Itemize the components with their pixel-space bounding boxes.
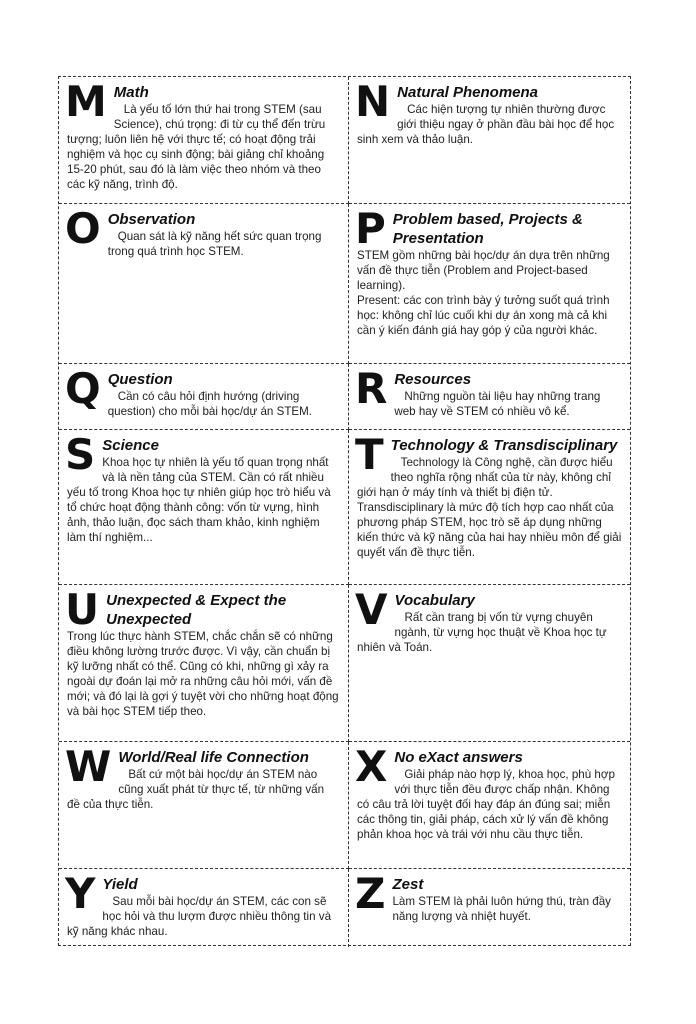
card-title: Technology & Transdisciplinary — [390, 437, 618, 454]
card-letter: S — [65, 430, 95, 479]
card-title: Question — [107, 371, 173, 388]
card-title: Unexpected & Expect the Unexpected — [106, 592, 287, 628]
stem-glossary-grid — [58, 76, 631, 946]
card-text: Bất cứ một bài học/dự án STEM nào cũng xuất phát từ thực tế, từ những vấn đề của thực tiễn. — [67, 768, 325, 811]
card-n — [349, 77, 630, 204]
card-text: Cần có câu hỏi định hướng (driving question) cho mỗi bài học/dự án STEM. — [107, 390, 313, 418]
card-letter: P — [355, 204, 385, 253]
card-title: Science — [102, 437, 159, 454]
card-text: STEM gồm những bài học/dự án dựa trên những vấn đề thực tiễn (Problem and Project-based learning). — [357, 249, 610, 292]
card-title: Zest — [392, 876, 424, 893]
card-title: Resources — [394, 371, 472, 388]
card-text: Các hiện tượng tự nhiên thường được giới thiệu ngay ở phần đầu bài học để học sinh xem và thảo luận. — [357, 103, 615, 146]
card-text: Present: các con trình bày ý tưởng suốt quá trình học: không chỉ lúc cuối khi dự án xong mà cả khi cần ý kiến đánh giá hay góp ý của người khác. — [357, 294, 610, 337]
card-text: Làm STEM là phải luôn hứng thú, tràn đầy năng lượng và nhiệt huyết. — [392, 895, 611, 923]
card-r — [349, 364, 630, 430]
card-letter: X — [355, 742, 387, 791]
card-text: Rất cần trang bị vốn từ vựng chuyên ngành, từ vựng học thuật về Khoa học tự nhiên và Toán. — [357, 611, 607, 654]
card-x — [349, 742, 630, 869]
card-title: Vocabulary — [394, 592, 475, 609]
card-title: No eXact answers — [394, 749, 523, 766]
card-text: Là yếu tố lớn thứ hai trong STEM (sau Science), chú trọng: đi từ cụ thể đến trừu tượng; luôn liên hệ với thực tế; có hoạt động trải nghiệm và học cụ sinh động; bài giảng chỉ khoảng 15-20 phút, sau đó là làm việc theo nhóm và theo các kỹ năng, trình độ. — [67, 103, 326, 191]
card-text: Giải pháp nào hợp lý, khoa học, phù hợp với thực tiễn đều được chấp nhận. Không có câu trả lời tuyệt đối hay đáp án đúng sai; miễn các thông tin, giải pháp, cách xử lý vấn đề không phản khoa học và trái với nhu cầu thực tiễn. — [357, 768, 615, 841]
card-q — [59, 364, 349, 430]
card-text: Transdisciplinary là mức độ tích hợp cao nhất của phương pháp STEM, học trò sẽ áp dụng những kiến thức và kỹ năng của hai hay nhiều môn để giải quyết vấn đề thực tiễn. — [357, 501, 622, 559]
card-t — [349, 430, 630, 585]
card-y — [59, 869, 349, 947]
card-v — [349, 585, 630, 742]
card-text: Trong lúc thực hành STEM, chắc chắn sẽ có những điều không lường trước được. Vì vậy, cần chuẩn bị kỹ lưỡng nhất có thể. Cũng có khi, những gì xảy ra ngoài dự đoán lại mở ra những câu hỏi mới, vấn đề mới; và đó lại là gợi ý tuyệt vời cho những hoạt động và bài học STEM tiếp theo. — [67, 630, 339, 718]
card-letter: N — [355, 77, 390, 126]
card-letter: U — [65, 585, 99, 634]
card-u — [59, 585, 349, 742]
card-p — [349, 204, 630, 364]
card-title: World/Real life Connection — [118, 749, 309, 766]
card-w — [59, 742, 349, 869]
card-letter: T — [355, 430, 383, 479]
card-m — [59, 77, 349, 204]
card-letter: W — [65, 742, 111, 791]
card-title: Problem based, Projects & Presentation — [392, 211, 583, 247]
card-title: Natural Phenomena — [397, 84, 539, 101]
card-letter: Z — [355, 869, 385, 918]
card-o — [59, 204, 349, 364]
card-text: Sau mỗi bài học/dự án STEM, các con sẽ học hỏi và thu lượm được nhiều thông tin và kỹ năng khác nhau. — [67, 895, 332, 938]
card-title: Yield — [102, 876, 138, 893]
card-text: Quan sát là kỹ năng hết sức quan trọng trong quá trình học STEM. — [107, 230, 322, 258]
card-title: Observation — [107, 211, 196, 228]
card-text: Khoa học tự nhiên là yếu tố quan trọng nhất và là nền tảng của STEM. Cần có rất nhiều yếu tố trong Khoa học tự nhiên giúp học trò hiểu và tổ chức hoạt động thành công: vốn từ vựng, hình ảnh, thảo luận, đọc sách tham khảo, kinh nghiệm làm thí nghiệm... — [67, 456, 331, 544]
card-letter: Q — [65, 364, 100, 413]
card-title: Math — [113, 84, 149, 101]
card-letter: M — [65, 77, 106, 126]
card-z — [349, 869, 630, 947]
card-letter: O — [65, 204, 100, 253]
card-text: Technology là Công nghệ, cần được hiểu theo nghĩa rộng nhất của từ này, không chỉ giới hạn ở máy tính và thiết bị điện tử. — [357, 456, 613, 499]
card-letter: V — [355, 585, 387, 634]
card-s — [59, 430, 349, 585]
card-letter: R — [355, 364, 387, 413]
card-letter: Y — [65, 869, 95, 918]
card-text: Những nguồn tài liệu hay những trang web hay về STEM có nhiều vô kể. — [394, 390, 601, 418]
